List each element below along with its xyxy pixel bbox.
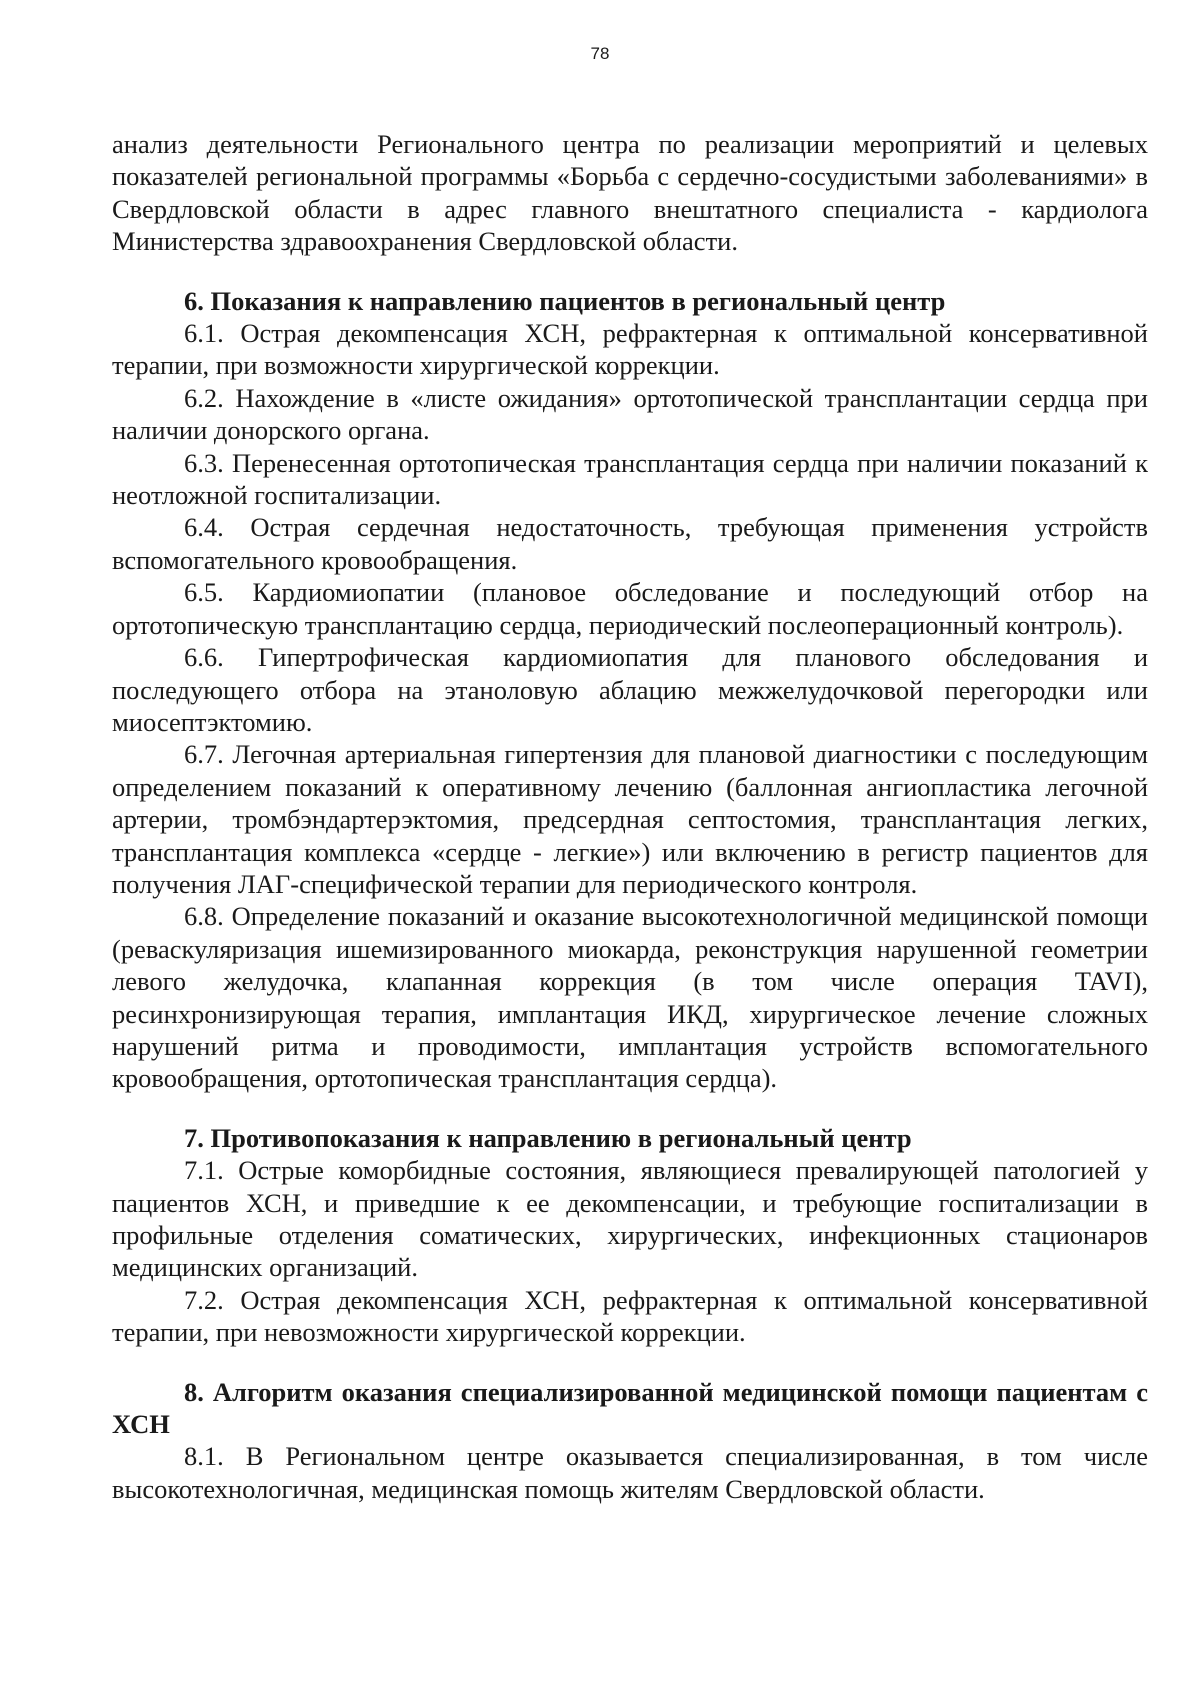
document-body [112, 128, 1148, 1505]
intro-paragraph: анализ деятельности Регионального центра по реализации мероприятий и целевых показателей региональной программы «Борьба с сердечно-сосудистыми заболеваниями» в Свердловской области в адрес главного внештатного специалиста - кардиолога Министерства здравоохранения Свердловской области. [112, 129, 1148, 257]
clause-6-4: 6.4. Острая сердечная недостаточность, требующая применения устройств вспомогательного кровообращения. [112, 512, 1148, 575]
clause-7-2: 7.2. Острая декомпенсация ХСН, рефрактерная к оптимальной консервативной терапии, при невозможности хирургической коррекции. [112, 1284, 1148, 1348]
clause-6-2: 6.2. Нахождение в «листе ожидания» ортотопической трансплантации сердца при наличии донорского органа. [112, 382, 1148, 446]
section-7-heading: 7. Противопоказания к направлению в региональный центр [184, 1122, 912, 1153]
clause-6-5: 6.5. Кардиомиопатии (плановое обследование и последующий отбор на ортотопическую трансплантацию сердца, периодический послеоперационный контроль). [112, 577, 1148, 640]
section-gap [112, 258, 1148, 285]
clause-6-8: 6.8. Определение показаний и оказание высокотехнологичной медицинской помощи (реваскуляризация ишемизированного миокарда, реконструкция нарушенной геометрии левого желудочка, клапанная коррекция (в том числе операция TAVI), ресинхронизирующая терапия, имплантация ИКД, хирургическое лечение сложных нарушений ритма и проводимости, имплантация устройств вспомогательного кровообращения, ортотопическая трансплантация сердца). [112, 901, 1148, 1094]
clause-6-1: 6.1. Острая декомпенсация ХСН, рефрактерная к оптимальной консервативной терапии, при возможности хирургической коррекции. [112, 318, 1148, 381]
section-6-heading: 6. Показания к направлению пациентов в региональный центр [184, 285, 946, 316]
clause-6-7: 6.7. Легочная артериальная гипертензия для плановой диагностики с последующим определением показаний к оперативному лечению (баллонная ангиопластика легочной артерии, тромбэндартерэктомия, предсердная септостомия, трансплантация легких, трансплантация комплекса «сердце - легкие») или включению в регистр пациентов для получения ЛАГ-специфической терапии для периодического контроля. [112, 739, 1148, 899]
section-8 [112, 1376, 1148, 1506]
clause-6-6: 6.6. Гипертрофическая кардиомиопатия для планового обследования и последующего отбора на этаноловую аблацию межжелудочковой перегородки или миосептэктомию. [112, 642, 1148, 737]
clause-6-3: 6.3. Перенесенная ортотопическая трансплантация сердца при наличии показаний к неотложной госпитализации. [112, 447, 1148, 511]
section-7 [112, 1122, 1148, 1349]
clause-8-1: 8.1. В Региональном центре оказывается специализированная, в том числе высокотехнологичная, медицинская помощь жителям Свердловской области. [112, 1441, 1148, 1504]
section-6 [112, 285, 1148, 1095]
section-gap [112, 1095, 1148, 1122]
section-gap [112, 1349, 1148, 1376]
clause-7-1: 7.1. Острые коморбидные состояния, являющиеся превалирующей патологией у пациентов ХСН, и приведшие к ее декомпенсации, и требующие госпитализации в профильные отделения соматических, хирургических, инфекционных стационаров медицинских организаций. [112, 1155, 1148, 1283]
section-8-heading: 8. Алгоритм оказания специализированной медицинской помощи пациентам с ХСН [112, 1376, 1148, 1440]
page-number: 78 [590, 44, 610, 63]
